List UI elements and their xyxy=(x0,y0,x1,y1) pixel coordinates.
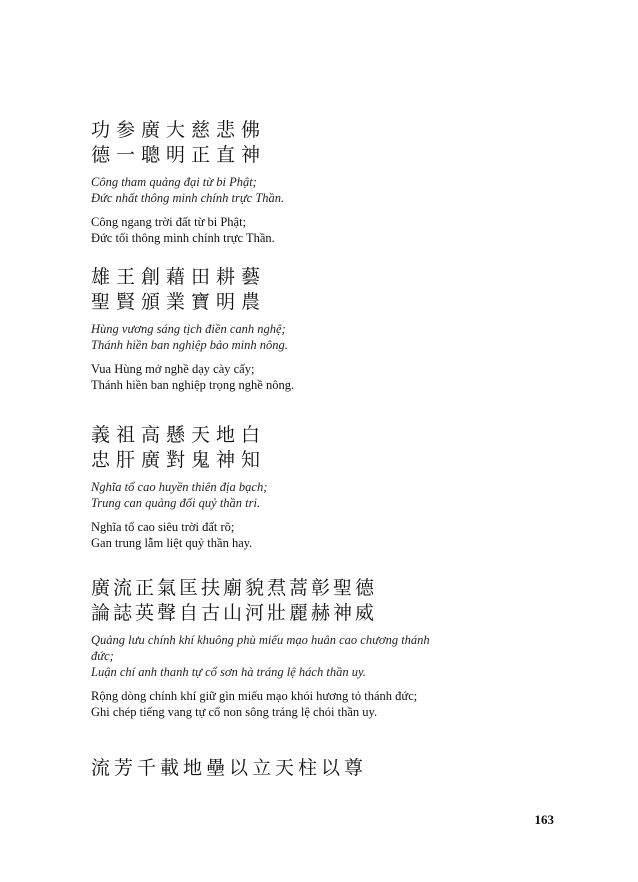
transliteration-line: Hùng vương sáng tịch điền canh nghệ; xyxy=(91,322,286,336)
transliteration-line: Công tham quảng đại từ bi Phật; xyxy=(91,175,257,189)
han-line: 廣流正氣匡扶廟貌焄蒿彰聖德 xyxy=(91,577,378,599)
verse-1 xyxy=(91,118,561,246)
transliteration-line: Luận chí anh thanh tự cổ sơn hà tráng lệ hách thần uy. xyxy=(91,665,366,679)
han-line: 流芳千載地壘以立天柱以尊 xyxy=(91,757,368,779)
verse-3 xyxy=(91,423,561,551)
transliteration-line: Quảng lưu chính khí khuông phù miếu mạo huân cao chương thánh xyxy=(91,633,430,647)
verse-4 xyxy=(91,576,561,720)
han-line: 功参廣大慈悲佛 xyxy=(91,119,267,141)
transliteration-line: Thánh hiền ban nghiệp bảo minh nông. xyxy=(91,338,288,352)
translation-line: Nghĩa tổ cao siêu trời đất rõ; xyxy=(91,520,235,534)
translation-line: Đức tối thông minh chính trực Thần. xyxy=(91,231,275,245)
translation-line: Gan trung lẫm liệt quỷ thần hay. xyxy=(91,536,253,550)
transliteration-line: Đức nhất thông minh chính trực Thần. xyxy=(91,191,285,205)
han-line: 德一聰明正直神 xyxy=(91,144,267,166)
transliteration-line: Nghĩa tổ cao huyền thiên địa bạch; xyxy=(91,480,268,494)
page-number: 163 xyxy=(534,812,554,827)
han-line: 聖賢頒業寶明農 xyxy=(91,291,267,313)
han-line: 論誌英聲自古山河壯麗赫神威 xyxy=(91,602,378,624)
translation-line: Công ngang trời đất từ bi Phật; xyxy=(91,215,247,229)
verse-2 xyxy=(91,265,561,393)
han-line: 雄王創藉田耕藝 xyxy=(91,266,267,288)
transliteration-line: đức; xyxy=(91,649,114,663)
translation-line: Rộng dòng chính khí giữ gìn miếu mạo khói hương tỏ thánh đức; xyxy=(91,689,418,703)
translation-line: Ghi chép tiếng vang tự cổ non sông tráng lệ chói thần uy. xyxy=(91,705,378,719)
transliteration-line: Trung can quảng đối quỷ thần tri. xyxy=(91,496,261,510)
han-line: 義祖高懸天地白 xyxy=(91,424,267,446)
translation-line: Vua Hùng mở nghề dạy cày cấy; xyxy=(91,362,255,376)
verse-5 xyxy=(91,756,561,781)
translation-line: Thánh hiền ban nghiệp trọng nghề nông. xyxy=(91,378,295,392)
han-line: 忠肝廣對鬼神知 xyxy=(91,449,267,471)
